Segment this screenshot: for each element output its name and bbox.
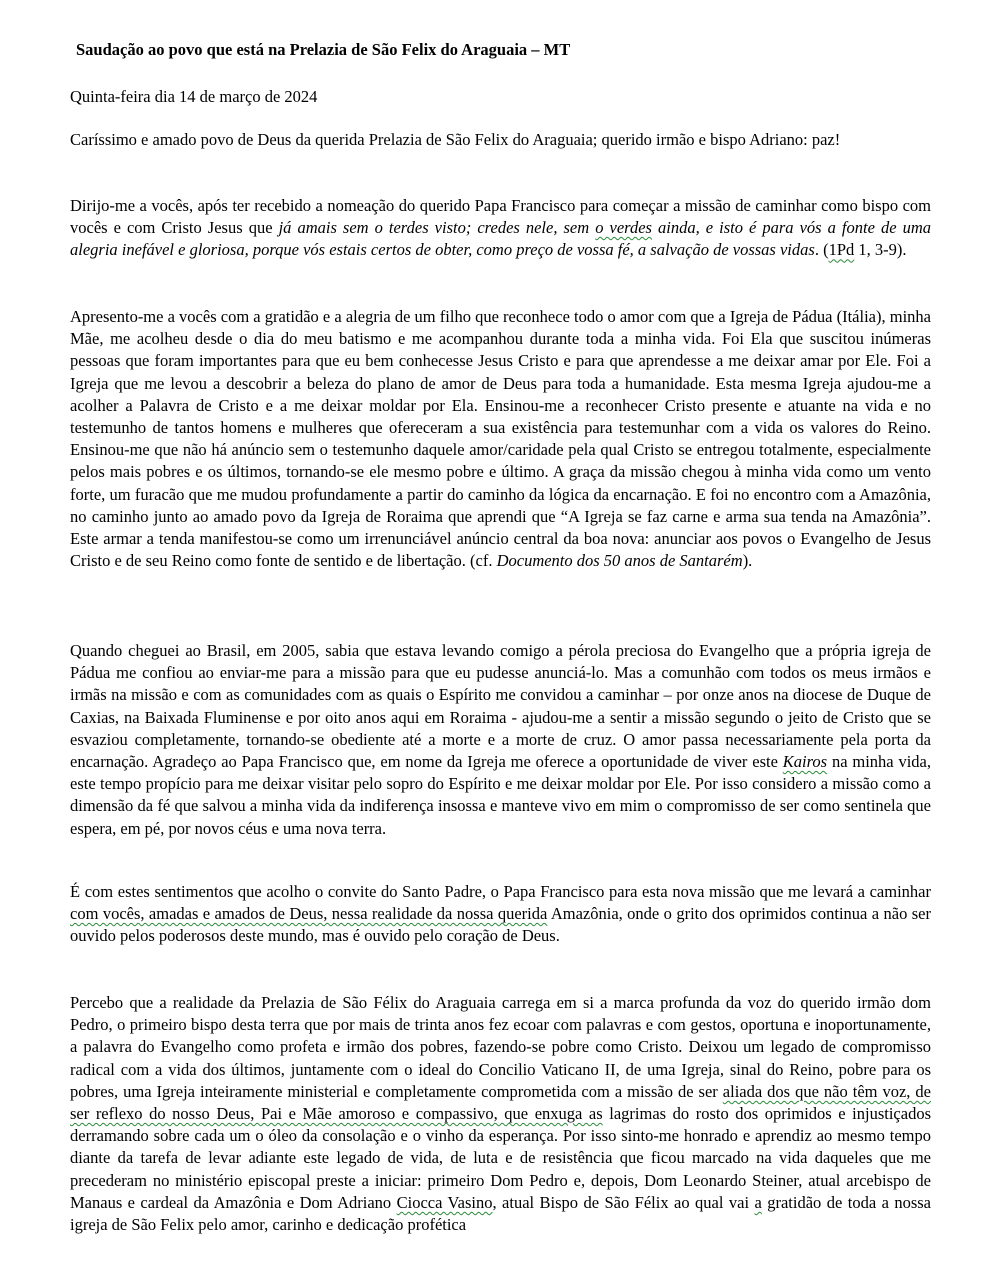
p5-text-c: Amazônia, onde o grito dos oprimidos continua a não ser ouvido pelos poderosos deste mundo, mas é ouvido pelo coração de Deus.	[70, 904, 931, 946]
p5-text-flagged: com vocês, amadas e amados de Deus, nessa realidade da nossa querida	[70, 904, 548, 924]
p6-text-e: , atual Bispo de São Félix ao qual vai	[492, 1192, 755, 1212]
p3-text-a: Apresento-me a vocês com a gratidão e a alegria de um filho que reconhece todo o amor com que a Igreja de Pádua (Itália), minha Mãe, me acolheu desde o dia do meu batismo e me acompanhou durante toda a minha vida. Foi Ela que suscitou inúmeras pessoas que foram importantes para que eu bem conhecesse Jesus Cristo e para que aprendesse a me deixar amar por Ele. Foi a Igreja que me levou a descobrir a beleza do plano de amor de Deus para toda a humanidade. Esta mesma Igreja ajudou-me a acolher a Palavra de Cristo e a me deixar moldar por Ela. Ensinou-me a reconhecer Cristo presente e atuante na vida e no testemunho de tantos homens e mulheres que ofereceram a sua existência para testemunhar com a vida os valores do Reino. Ensinou-me que não há anúncio sem o testemunho daquele amor/caridade pela qual Cristo se entregou totalmente, especialmente pelos mais pobres e os últimos, tornando-se ele mesmo pobre e último. A graça da missão chegou à minha vida como um vento forte, um furacão que me mudou profundamente a partir do caminho da lógica da encarnação. E foi no encontro com a Amazônia, no caminho junto ao amado povo da Igreja de Roraima que aprendi que “A Igreja se faz carne e arma sua tenda na Amazônia”. Este armar a tenda manifestou-se como um irrenunciável anúncio central da boa nova: anunciar aos povos o Evangelho de Jesus Cristo e de seu Reino como fonte de sentido e de libertação. (cf.	[70, 307, 931, 571]
p2-quote-a: já amais sem o terdes visto; credes nele, sem	[278, 218, 596, 238]
p4-text-c: na minha vida, este tempo propício para me deixar visitar pelo sopro do Espírito e me deixar moldar por Ele. Por isso considero a missão como a dimensão da fé que salvou a minha vida da indiferença insossa e manteve vivo em mim o compromisso de ser como sentinela que espera, em pé, por novos céus e uma nova terra.	[70, 752, 931, 838]
p4-kairos: Kairos	[782, 752, 828, 772]
paragraph-padua	[70, 306, 931, 572]
p2-citation-flagged: 1Pd	[828, 240, 855, 260]
p2-text-b: . (	[814, 240, 829, 260]
paragraph-nomination	[70, 195, 931, 262]
p6-text-c: lagrimas do rosto dos oprimidos e injustiçados derramando sobre cada um o óleo da consolação e o vinho da esperança. Por isso sinto-me honrado e aprendiz ao mesmo tempo diante da tarefa de levar adiante este legado de vida, de luta e de resistência que ficou marcado na vida daqueles que me precederam no ministério episcopal preste a iniciar: primeiro Dom Pedro e, depois, Dom Leonardo Steiner, atual arcebispo de Manaus e cardeal da Amazônia e Dom Adriano	[70, 1104, 931, 1212]
p4-text-a: Quando cheguei ao Brasil, em 2005, sabia que estava levando comigo a pérola preciosa do Evangelho que a própria igreja de Pádua me confiou ao enviar-me para a missão para que eu pudesse anunciá-lo. Mas a comunhão com todos os meus irmãos e irmãs na missão e com as comunidades com as quais o Espírito me convidou a caminhar – por onze anos na diocese de Duque de Caxias, na Baixada Fluminense e por oito anos aqui em Roraima - ajudou-me a sentir a missão segundo o jeito de Cristo que se esvaziou completamente, tornando-se obediente até a morte e a morte de cruz. O amor passa necessariamente pela porta da encarnação. Agradeço ao Papa Francisco que, em nome da Igreja me oferece a oportunidade de viver este	[70, 641, 931, 772]
p2-quote-b: ainda, e isto é para vós a fonte de uma alegria inefável e gloriosa, porque vós estais certos de obter, como preço de vossa fé, a salvação de vossas vidas	[70, 218, 931, 260]
document-date: Quinta-feira dia 14 de março de 2024	[70, 87, 318, 106]
document-title: Saudação ao povo que está na Prelazia de São Felix do Araguaia – MT	[76, 40, 571, 59]
paragraph-greeting: Caríssimo e amado povo de Deus da querida Prelazia de São Felix do Araguaia; querido irmão e bispo Adriano: paz!	[70, 130, 841, 149]
p6-text-g: gratidão de toda a nossa igreja de São Felix pelo amor, carinho e dedicação profética	[70, 1192, 931, 1235]
p2-quote-flagged: o verdes	[595, 218, 652, 238]
p2-text-c: 1, 3-9).	[854, 240, 907, 260]
paragraph-brasil	[70, 640, 931, 840]
p6-name-flagged: Ciocca Vasino	[396, 1192, 493, 1212]
p2-text-a: Dirijo-me a vocês, após ter recebido a nomeação do querido Papa Francisco para começar a missão de caminhar como bispo com vocês e com Cristo Jesus que	[70, 196, 931, 238]
p6-article-flagged: a	[754, 1192, 762, 1212]
p5-text-a: É com estes sentimentos que acolho o convite do Santo Padre, o Papa Francisco para esta nova missão que me levará a caminhar	[70, 882, 931, 901]
p6-text-flagged: aliada dos que não têm voz, de ser reflexo do nosso Deus, Pai e Mãe amoroso e compassivo, que enxuga as	[70, 1081, 931, 1124]
p6-text-a: Percebo que a realidade da Prelazia de São Félix do Araguaia carrega em si a marca profunda da voz do querido irmão dom Pedro, o primeiro bispo desta terra que por mais de trinta anos fez ecoar com palavras e com gestos, oportuna e inoportunamente, a palavra do Evangelho como profeta e irmão dos pobres, fazendo-se pobre como Cristo. Deixou um legado de compromisso radical com a vida dos últimos, juntamente com o ideal do Concilio Vaticano II, de uma Igreja, sinal do Reino, pobre para os pobres, uma Igreja inteiramente ministerial e completamente comprometida com a missão de ser	[70, 993, 931, 1101]
p3-doc-title: Documento dos 50 anos de Santarém	[496, 551, 743, 571]
p3-text-c: ).	[742, 551, 753, 571]
paragraph-prelazia	[70, 992, 931, 1236]
paragraph-convite	[70, 881, 931, 948]
